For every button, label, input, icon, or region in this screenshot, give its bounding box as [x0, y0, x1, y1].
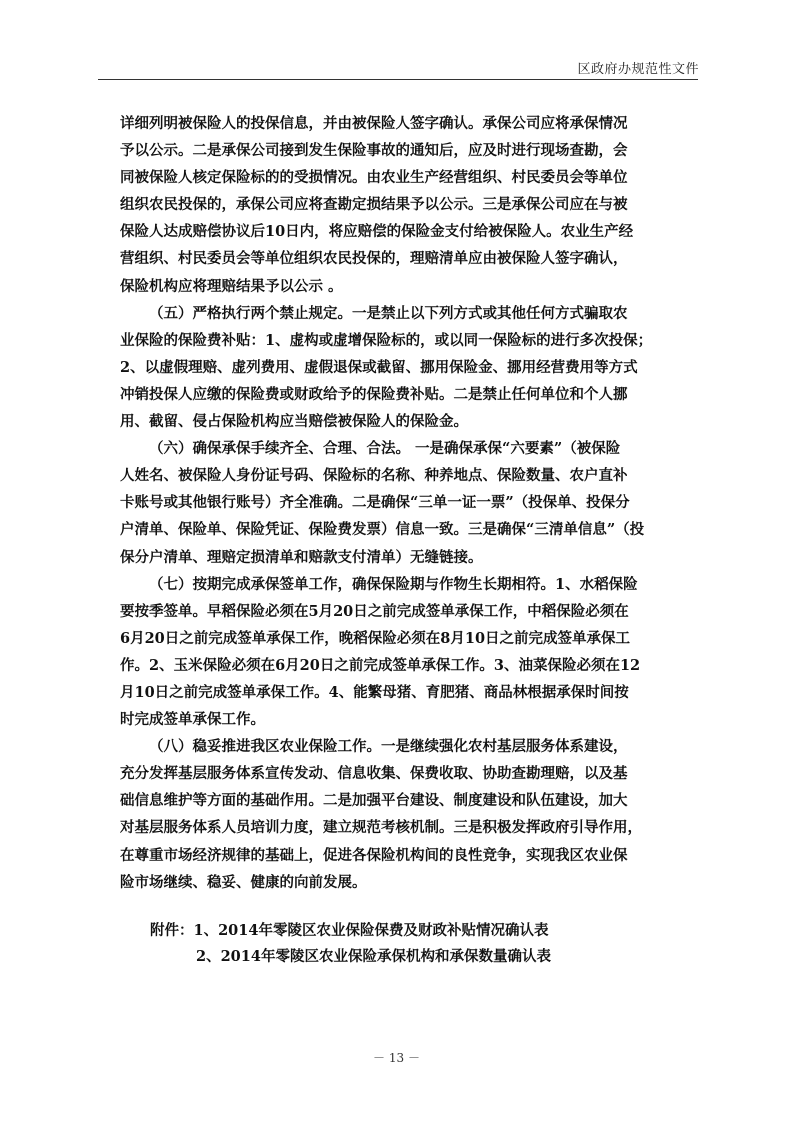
body-line: 冲销投保人应缴的保险费或财政给予的保险费补贴。二是禁止任何单位和个人挪 — [120, 385, 628, 403]
body-line: 险市场继续、稳妥、健康的向前发展。 — [120, 873, 367, 891]
body-line: 用、截留、侵占保险机构应当赔偿被保险人的保险金。 — [120, 413, 468, 431]
body-line: 保险机构应将理赔结果予以公示 。 — [120, 277, 343, 295]
attachments-list — [150, 918, 551, 970]
page-number: － 13 － — [373, 1051, 420, 1065]
body-line: 月10日之前完成签单承保工作。4、能繁母猪、育肥猪、商品林根据承保时间按 — [120, 683, 629, 701]
body-line: 详细列明被保险人的投保信息，并由被保险人签字确认。承保公司应将承保情况 — [120, 115, 628, 132]
body-line: 2、以虚假理赔、虚列费用、虚假退保或截留、挪用保险金、挪用经营费用等方式 — [120, 358, 638, 376]
body-line: 础信息维护等方面的基础作用。二是加强平台建设、制度建设和队伍建设，加大 — [120, 792, 628, 810]
section-five-heading-line: （五）严格执行两个禁止规定。一是禁止以下列方式或其他任何方式骗取农 — [149, 304, 628, 322]
section-six-heading-line: （六）确保承保手续齐全、合理、合法。 一是确保承保“六要素”（被保险 — [149, 440, 621, 458]
attachment-item-1: 附件：1、2014年零陵区农业保险保费及财政补贴情况确认表 — [150, 922, 549, 939]
section-seven-heading-line: （七）按期完成承保签单工作，确保保险期与作物生长期相符。1、水稻保险 — [149, 575, 638, 593]
body-line: 作。2、玉米保险必须在6月20日之前完成签单承保工作。3、油菜保险必须在12 — [120, 656, 641, 674]
body-line: 6月20日之前完成签单承保工作，晚稻保险必须在8月10日之前完成签单承保工 — [120, 629, 631, 647]
body-line: 同被保险人核定保险标的的受损情况。由农业生产经营组织、村民委员会等单位 — [120, 169, 628, 187]
body-line: 对基层服务体系人员培训力度，建立规范考核机制。三是积极发挥政府引导作用， — [120, 819, 642, 837]
body-line: 充分发挥基层服务体系宣传发动、信息收集、保费收取、协助查勘理赔，以及基 — [120, 765, 628, 783]
document-header: 区政府办规范性文件 — [577, 62, 699, 77]
body-line: 保分户清单、理赔定损清单和赔款支付清单）无缝链接。 — [120, 548, 483, 566]
header-divider — [98, 79, 698, 80]
body-line: 人姓名、被保险人身份证号码、保险标的名称、种养地点、保险数量、农户直补 — [120, 467, 628, 485]
body-line: 时完成签单承保工作。 — [120, 711, 265, 729]
body-line: 要按季签单。早稻保险必须在5月20日之前完成签单承保工作，中稻保险必须在 — [120, 602, 629, 620]
body-line: 户清单、保险单、保险凭证、保险费发票）信息一致。三是确保“三清单信息”（投 — [120, 521, 645, 539]
body-line: 业保险的保险费补贴：1、虚构或虚增保险标的，或以同一保险标的进行多次投保； — [120, 331, 653, 349]
section-eight-heading-line: （八）稳妥推进我区农业保险工作。一是继续强化农村基层服务体系建设， — [149, 738, 628, 756]
body-line: 予以公示。二是承保公司接到发生保险事故的通知后，应及时进行现场查勘，会 — [120, 142, 628, 160]
attachment-item-2: 2、2014年零陵区农业保险承保机构和承保数量确认表 — [196, 948, 551, 965]
body-line: 保险人达成赔偿协议后10日内，将应赔偿的保险金支付给被保险人。农业生产经 — [120, 223, 634, 241]
document-body — [120, 110, 678, 896]
body-line: 在尊重市场经济规律的基础上，促进各保险机构间的良性竞争，实现我区农业保 — [120, 846, 628, 864]
body-line: 卡账号或其他银行账号）齐全准确。二是确保“三单一证一票”（投保单、投保分 — [120, 494, 630, 512]
body-line: 组织农民投保的，承保公司应将查勘定损结果予以公示。三是承保公司应在与被 — [120, 196, 628, 214]
body-line: 营组织、村民委员会等单位组织农民投保的，理赔清单应由被保险人签字确认， — [120, 250, 628, 268]
